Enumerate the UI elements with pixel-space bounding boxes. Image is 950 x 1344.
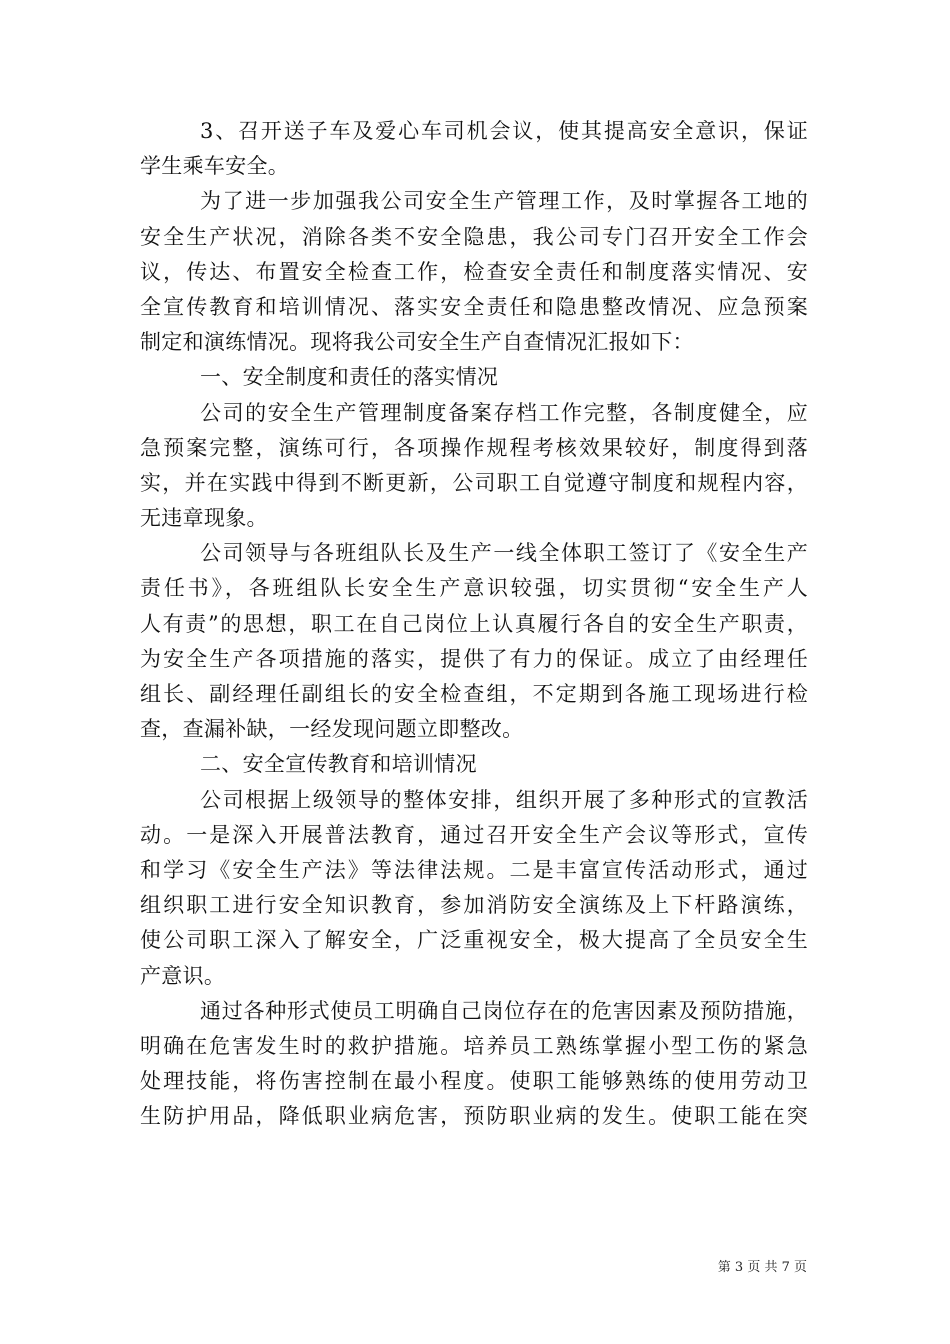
- page-number-footer: 第 3 页 共 7 页: [717, 1260, 807, 1275]
- text-line: 通过各种形式使员工明确自己岗位存在的危害因素及预防措施，: [200, 998, 808, 1023]
- text-line: 责任书》，各班组队长安全生产意识较强，切实贯彻“安全生产人: [140, 576, 808, 601]
- text-line: 人有责”的思想，职工在自己岗位上认真履行各自的安全生产职责，: [140, 611, 808, 636]
- text-line: 明确在危害发生时的救护措施。培养员工熟练掌握小型工伤的紧急: [140, 1033, 808, 1058]
- text-line: 一、安全制度和责任的落实情况: [200, 365, 499, 390]
- text-line: 生防护用品，降低职业病危害，预防职业病的发生。使职工能在突: [140, 1104, 808, 1129]
- text-line: 安全生产状况，消除各类不安全隐患，我公司专门召开安全工作会: [140, 224, 808, 249]
- text-line: 学生乘车安全。: [140, 154, 290, 179]
- text-line: 制定和演练情况。现将我公司安全生产自查情况汇报如下：: [140, 330, 694, 355]
- text-line: 使公司职工深入了解安全，广泛重视安全，极大提高了全员安全生: [140, 928, 808, 953]
- text-line: 公司的安全生产管理制度备案存档工作完整，各制度健全，应: [200, 400, 808, 425]
- text-line: 公司领导与各班组队长及生产一线全体职工签订了《安全生产: [200, 541, 808, 566]
- text-line: 公司根据上级领导的整体安排，组织开展了多种形式的宣教活: [200, 787, 808, 812]
- text-line: 查，查漏补缺，一经发现问题立即整改。: [140, 717, 524, 742]
- text-line: 全宣传教育和培训情况、落实安全责任和隐患整改情况、应急预案: [140, 294, 808, 319]
- text-line: 无违章现象。: [140, 506, 268, 531]
- text-line: 急预案完整，演练可行，各项操作规程考核效果较好，制度得到落: [140, 435, 808, 460]
- text-line: 动。一是深入开展普法教育，通过召开安全生产会议等形式，宣传: [140, 822, 808, 847]
- text-line: 为了进一步加强我公司安全生产管理工作，及时掌握各工地的: [200, 189, 808, 214]
- text-line: 和学习《安全生产法》等法律法规。二是丰富宣传活动形式，通过: [140, 857, 808, 882]
- text-line: 为安全生产各项措施的落实，提供了有力的保证。成立了由经理任: [140, 646, 808, 671]
- text-line: 3、召开送子车及爱心车司机会议，使其提高安全意识，保证: [200, 119, 808, 143]
- text-line: 实，并在实践中得到不断更新，公司职工自觉遵守制度和规程内容，: [140, 470, 808, 495]
- text-line: 组织职工进行安全知识教育，参加消防安全演练及上下杆路演练，: [140, 893, 808, 918]
- text-line: 二、安全宣传教育和培训情况: [200, 752, 477, 777]
- text-line: 产意识。: [140, 963, 226, 988]
- text-line: 议，传达、布置安全检查工作，检查安全责任和制度落实情况、安: [140, 259, 808, 284]
- text-line: 组长、副经理任副组长的安全检查组，不定期到各施工现场进行检: [140, 682, 808, 706]
- text-line: 处理技能，将伤害控制在最小程度。使职工能够熟练的使用劳动卫: [140, 1069, 808, 1094]
- document-body: [140, 114, 808, 1134]
